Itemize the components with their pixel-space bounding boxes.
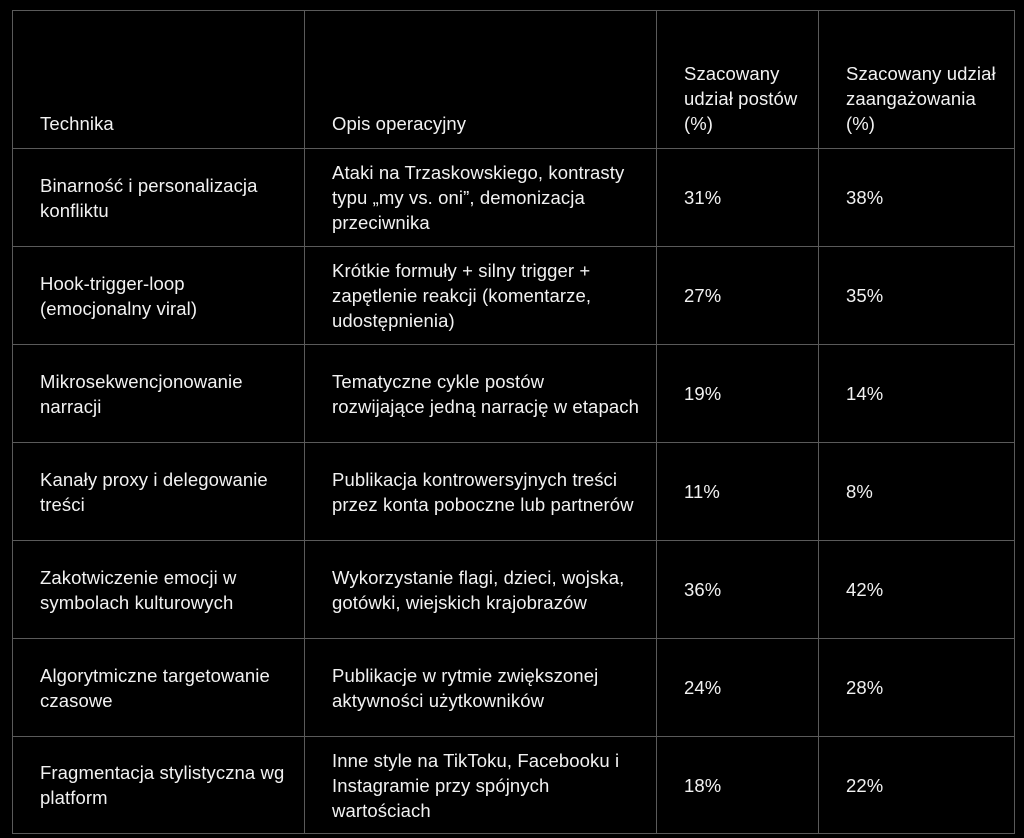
cell-engagement-share: 8% [819,443,1015,541]
cell-description: Wykorzystanie flagi, dzieci, wojska, gotówki, wiejskich krajobrazów [305,541,657,639]
techniques-table-container [12,10,1014,834]
table-row [13,737,1015,834]
header-engagement-share: Szacowany udział zaangażowania (%) [819,11,1015,149]
cell-technique: Binarność i personalizacja konfliktu [13,149,305,247]
table-row [13,639,1015,737]
cell-engagement-share: 22% [819,737,1015,834]
cell-description: Krótkie formuły + silny trigger + zapętlenie reakcji (komentarze, udostępnienia) [305,247,657,345]
cell-engagement-share: 14% [819,345,1015,443]
cell-posts-share: 31% [657,149,819,247]
cell-engagement-share: 28% [819,639,1015,737]
cell-posts-share: 36% [657,541,819,639]
header-description: Opis operacyjny [305,11,657,149]
techniques-table [12,10,1015,834]
cell-posts-share: 11% [657,443,819,541]
cell-technique: Algorytmiczne targetowanie czasowe [13,639,305,737]
header-technique: Technika [13,11,305,149]
cell-description: Ataki na Trzaskowskiego, kontrasty typu „my vs. oni”, demonizacja przeciwnika [305,149,657,247]
cell-technique: Hook-trigger-loop (emocjonalny viral) [13,247,305,345]
cell-description: Tematyczne cykle postów rozwijające jedną narrację w etapach [305,345,657,443]
cell-posts-share: 27% [657,247,819,345]
table-row [13,443,1015,541]
cell-posts-share: 24% [657,639,819,737]
table-header-row [13,11,1015,149]
cell-posts-share: 18% [657,737,819,834]
table-row [13,149,1015,247]
cell-description: Publikacje w rytmie zwiększonej aktywności użytkowników [305,639,657,737]
header-posts-share: Szacowany udział postów (%) [657,11,819,149]
cell-engagement-share: 35% [819,247,1015,345]
cell-technique: Zakotwiczenie emocji w symbolach kulturowych [13,541,305,639]
cell-description: Publikacja kontrowersyjnych treści przez konta poboczne lub partnerów [305,443,657,541]
table-row [13,247,1015,345]
cell-technique: Kanały proxy i delegowanie treści [13,443,305,541]
cell-engagement-share: 42% [819,541,1015,639]
cell-technique: Mikrosekwencjonowanie narracji [13,345,305,443]
cell-description: Inne style na TikToku, Facebooku i Instagramie przy spójnych wartościach [305,737,657,834]
cell-engagement-share: 38% [819,149,1015,247]
cell-technique: Fragmentacja stylistyczna wg platform [13,737,305,834]
table-row [13,345,1015,443]
cell-posts-share: 19% [657,345,819,443]
table-row [13,541,1015,639]
